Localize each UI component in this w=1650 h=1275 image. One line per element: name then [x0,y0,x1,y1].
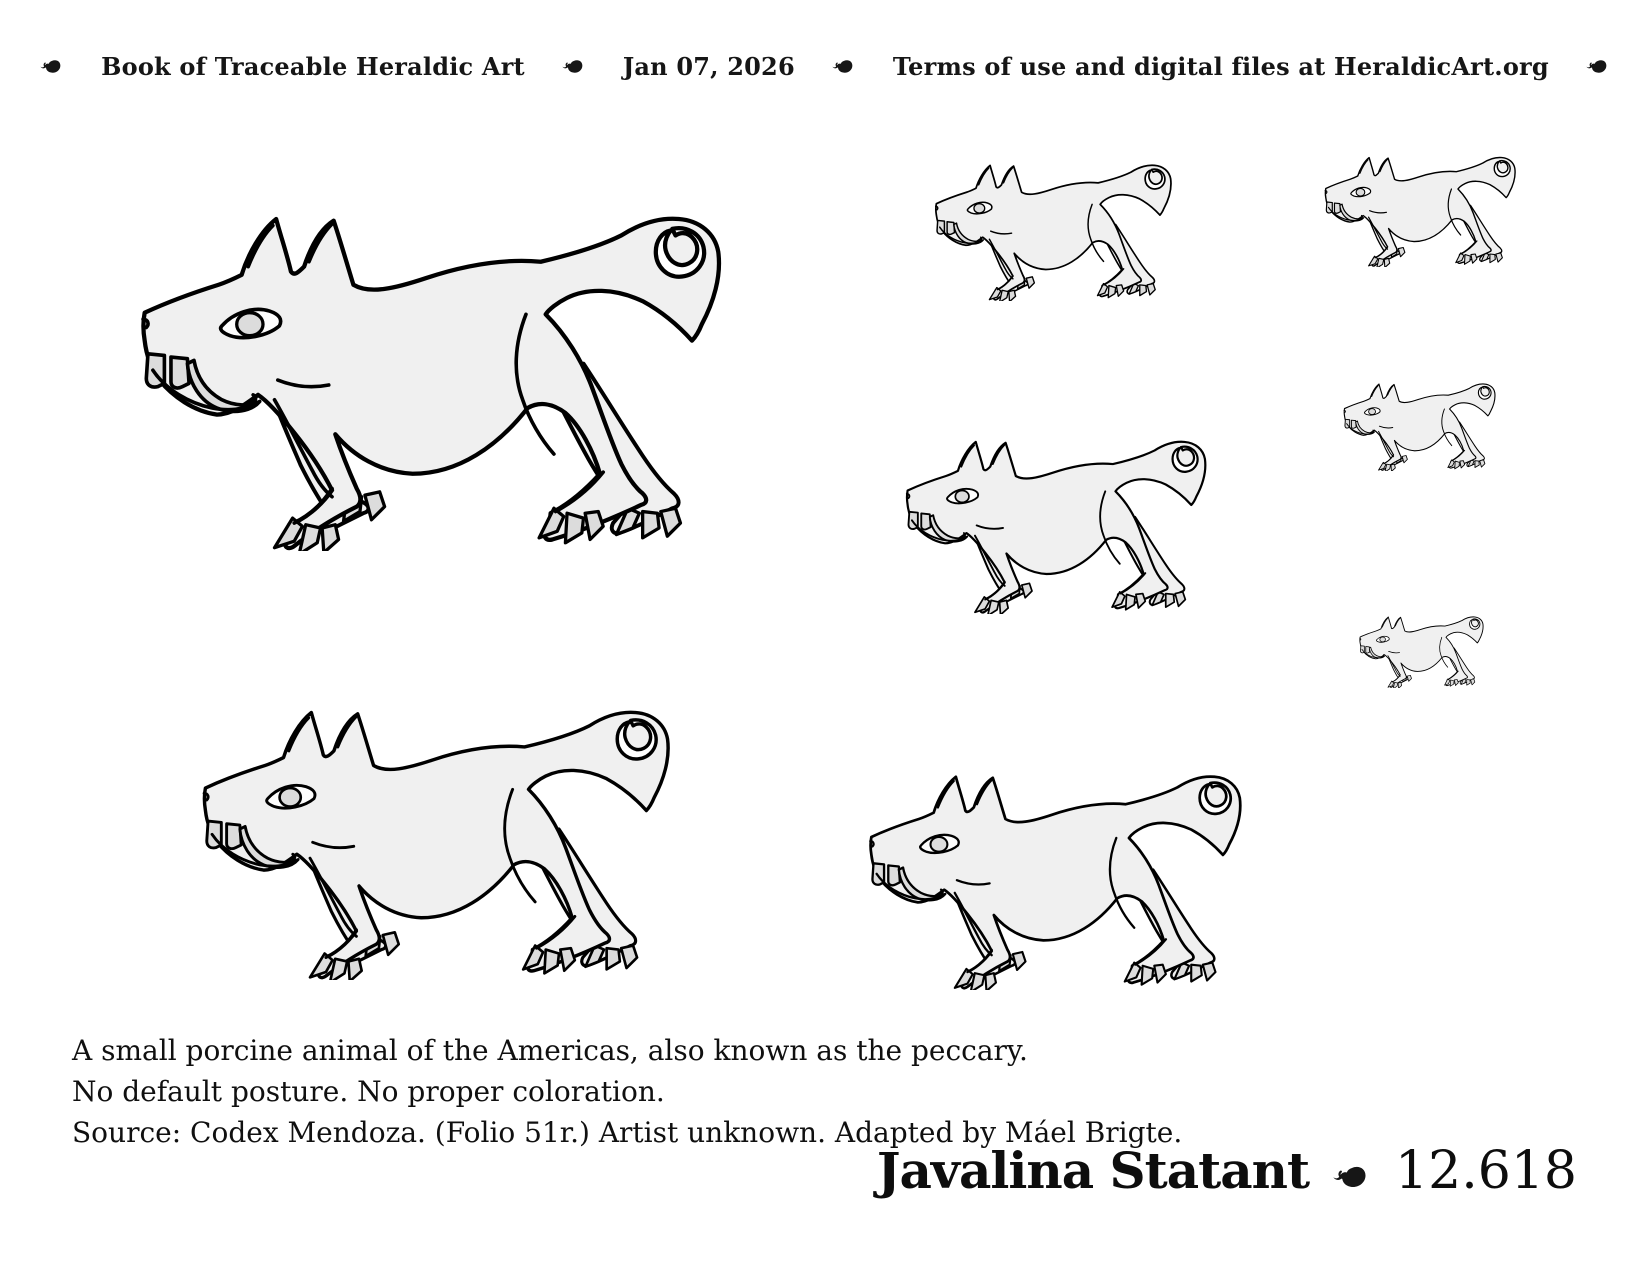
header-date: Jan 07, 2026 [622,52,795,81]
description-line: A small porcine animal of the Americas, also known as the peccary. [72,1034,1028,1067]
javalina-figure-large-bottom-left [186,694,683,980]
description-block [72,1030,1182,1153]
javalina-figure-small-top-right [1318,150,1521,267]
javalina-figure-medium-top-center [926,156,1179,301]
catalog-number: 12.618 [1395,1141,1577,1201]
javalina-figure-tiny-right-lower [1355,612,1487,688]
page-title: Javalina Statant [876,1141,1310,1200]
javalina-figure-medium-bottom-center [856,762,1252,990]
fleuron-icon [1331,1162,1373,1192]
description-line: Source: Codex Mendoza. (Folio 51r.) Artist unknown. Adapted by Máel Brigte. [72,1116,1183,1149]
javalina-figure-small-right-middle [1338,378,1500,471]
page-title-row [877,1141,1577,1201]
description-line: No default posture. No proper coloration. [72,1075,665,1108]
header-book-title: Book of Traceable Heraldic Art [101,52,525,81]
header-terms: Terms of use and digital files at HeraldicArt.org [892,52,1549,81]
javalina-figure-medium-center [895,430,1215,614]
javalina-figure-large-top-left [120,196,738,551]
